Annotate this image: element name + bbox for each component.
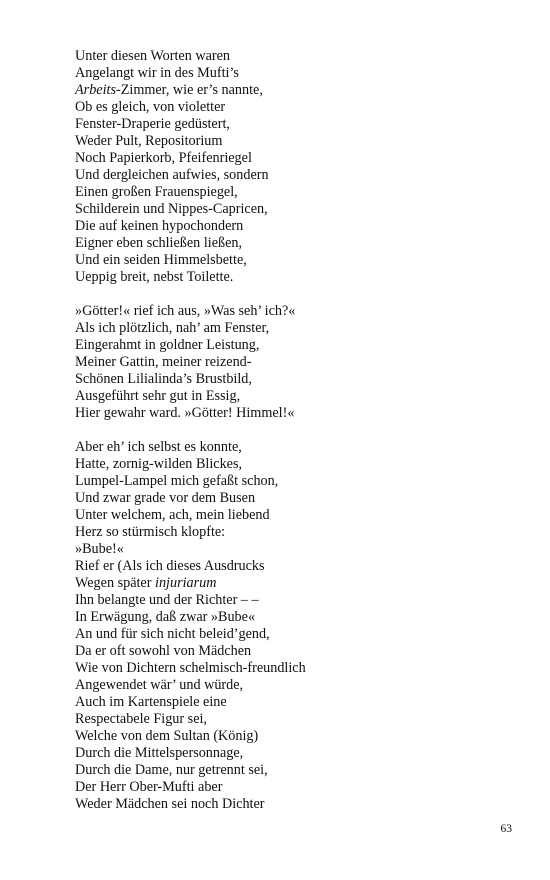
stanza-2 bbox=[75, 303, 515, 422]
poem-line: Welche von dem Sultan (König) bbox=[75, 728, 259, 744]
poem-line: Schönen Lilialinda’s Brustbild, bbox=[75, 371, 252, 387]
line-rest: -Zimmer, wie er’s nannte, bbox=[115, 82, 263, 98]
poem-line: Einen großen Frauenspiegel, bbox=[75, 184, 238, 200]
poem-line bbox=[75, 575, 515, 592]
poem-line: Rief er (Als ich dieses Ausdrucks bbox=[75, 558, 265, 574]
poem-line: Respectabele Figur sei, bbox=[75, 711, 207, 727]
poem-line: Ihn belangte und der Richter – – bbox=[75, 592, 259, 608]
poem-line: In Erwägung, daß zwar »Bube« bbox=[75, 609, 256, 625]
poem-line: Die auf keinen hypochondern bbox=[75, 218, 244, 234]
poem-line bbox=[75, 82, 515, 99]
poem-line: Durch die Dame, nur getrennt sei, bbox=[75, 762, 268, 778]
poem-line: Als ich plötzlich, nah’ am Fenster, bbox=[75, 320, 270, 336]
poem-line: Eigner eben schließen ließen, bbox=[75, 235, 243, 251]
poem-line: An und für sich nicht beleid’gend, bbox=[75, 626, 270, 642]
poem-line: Der Herr Ober-Mufti aber bbox=[75, 779, 223, 795]
stanza-3 bbox=[75, 439, 515, 813]
poem-line: Hier gewahr ward. »Götter! Himmel!« bbox=[75, 405, 295, 421]
poem-line: Unter diesen Worten waren bbox=[75, 48, 230, 64]
poem-line: Lumpel-Lampel mich gefaßt schon, bbox=[75, 473, 279, 489]
poem-line: Noch Papierkorb, Pfeifenriegel bbox=[75, 150, 252, 166]
poem-line: Unter welchem, ach, mein liebend bbox=[75, 507, 270, 523]
poem-line: Durch die Mittelspersonnage, bbox=[75, 745, 244, 761]
stanza-1 bbox=[75, 48, 515, 286]
poem-line: Aber eh’ ich selbst es konnte, bbox=[75, 439, 242, 455]
page-number: 63 bbox=[500, 823, 512, 835]
poem-line: Schilderein und Nippes-Capricen, bbox=[75, 201, 268, 217]
poem-line: Eingerahmt in goldner Leistung, bbox=[75, 337, 260, 353]
poem-line: Auch im Kartenspiele eine bbox=[75, 694, 227, 710]
poem-line: »Götter!« rief ich aus, »Was seh’ ich?« bbox=[75, 303, 296, 319]
poem-line: Und dergleichen aufwies, sondern bbox=[75, 167, 269, 183]
poem-text bbox=[75, 48, 515, 830]
italic-word: injuriarum bbox=[155, 575, 217, 591]
poem-line: Ausgeführt sehr gut in Essig, bbox=[75, 388, 241, 404]
poem-line: Und zwar grade vor dem Busen bbox=[75, 490, 256, 506]
poem-line: »Bube!« bbox=[75, 541, 124, 557]
poem-line: Ob es gleich, von violetter bbox=[75, 99, 226, 115]
line-start: Wegen später bbox=[75, 575, 156, 591]
poem-line: Meiner Gattin, meiner reizend- bbox=[75, 354, 252, 370]
poem-line: Wie von Dichtern schelmisch-freundlich bbox=[75, 660, 306, 676]
poem-line: Ueppig breit, nebst Toilette. bbox=[75, 269, 234, 285]
poem-line: Herz so stürmisch klopfte: bbox=[75, 524, 226, 540]
poem-line: Weder Mädchen sei noch Dichter bbox=[75, 796, 265, 812]
poem-line: Angelangt wir in des Mufti’s bbox=[75, 65, 239, 81]
italic-word: Arbeits bbox=[75, 82, 116, 98]
poem-line: Da er oft sowohl von Mädchen bbox=[75, 643, 252, 659]
poem-line: Fenster-Draperie gedüstert, bbox=[75, 116, 230, 132]
poem-line: Und ein seiden Himmelsbette, bbox=[75, 252, 247, 268]
poem-line: Hatte, zornig-wilden Blickes, bbox=[75, 456, 243, 472]
poem-line: Angewendet wär’ und würde, bbox=[75, 677, 244, 693]
poem-line: Weder Pult, Repositorium bbox=[75, 133, 223, 149]
